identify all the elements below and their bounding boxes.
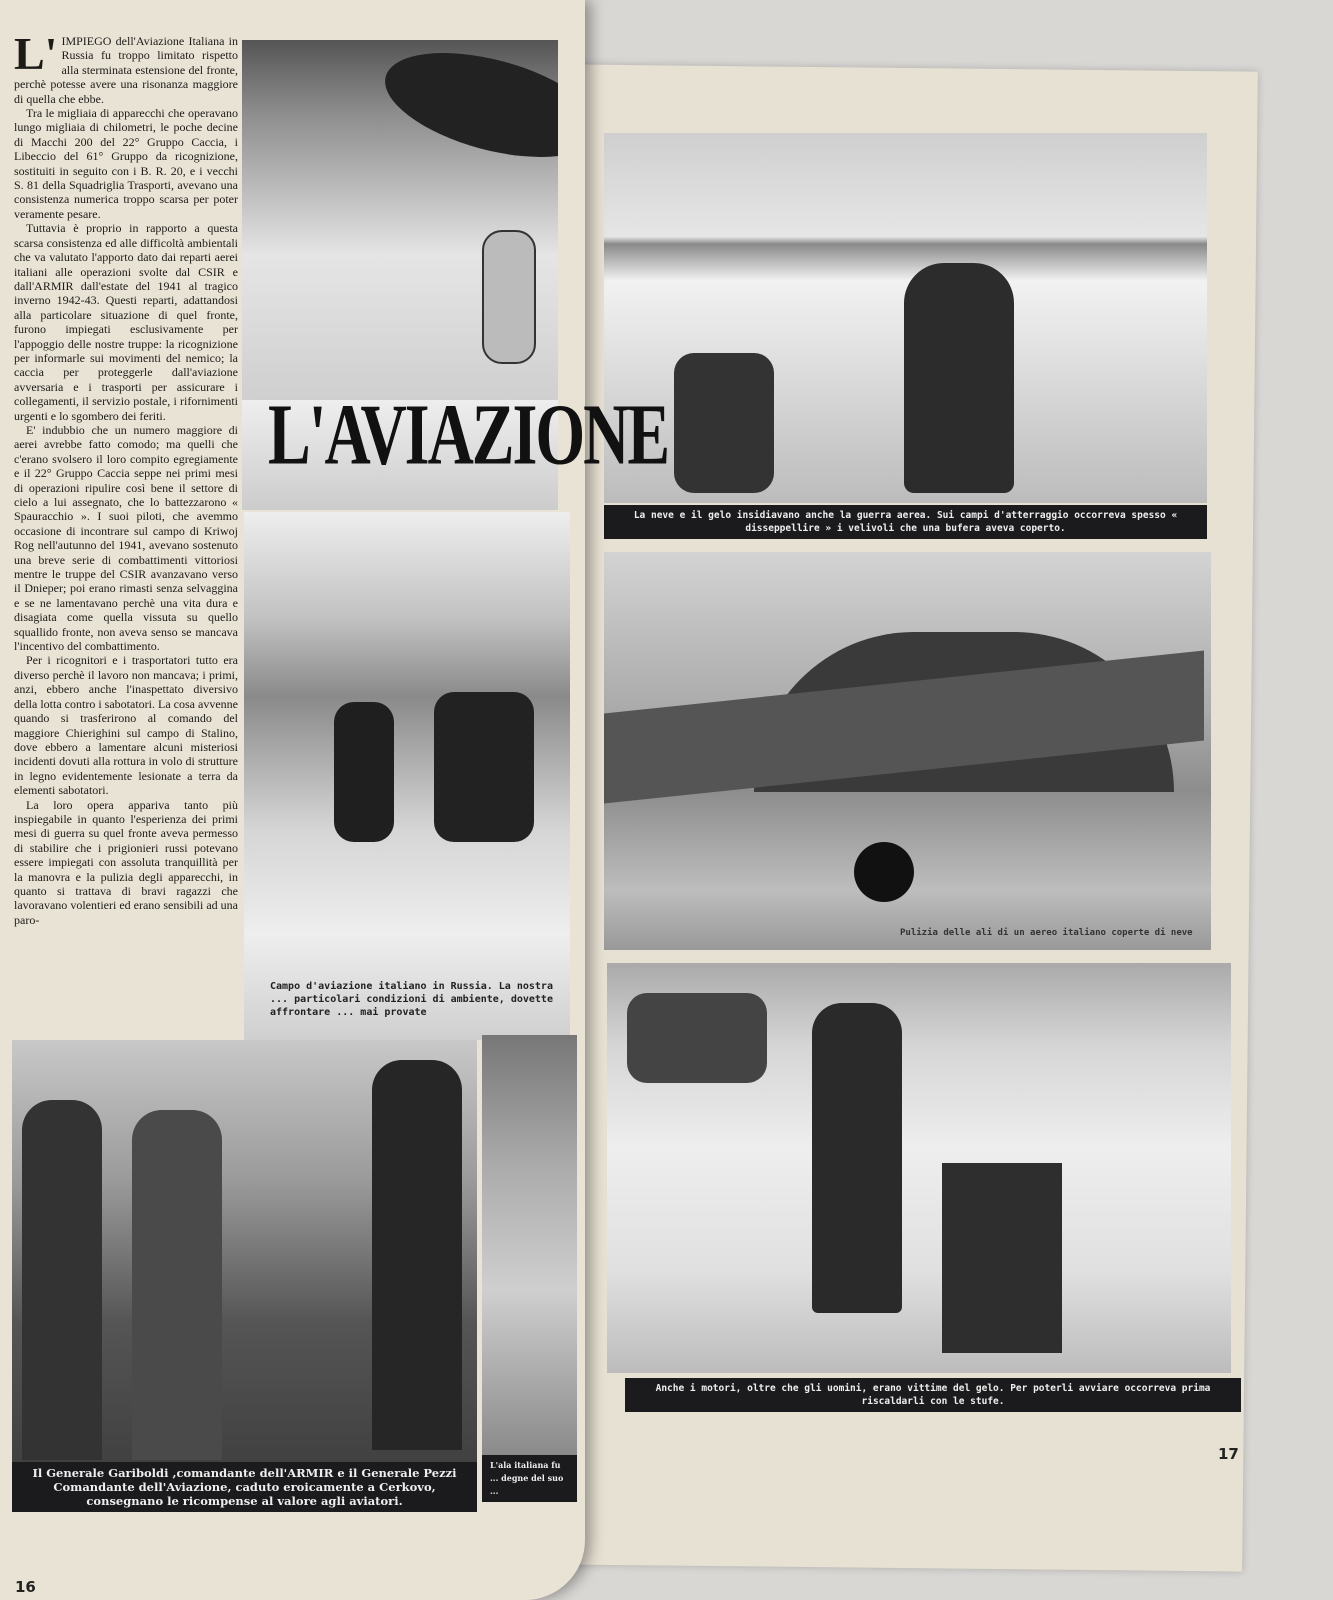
caption-airfield: Campo d'aviazione italiano in Russia. La nostra ... particolari condizioni di ambiente, dovette affrontare ... mai provate [270,981,553,1018]
photo-engine-heating [607,963,1231,1373]
caption-generals: Il Generale Gariboldi ,comandante dell'ARMIR e il Generale Pezzi Comandante dell'Aviazione, caduto eroicamente a Cerkovo, consegnano le ricompense al valore agli aviatori. [12,1462,477,1512]
article-column [14,28,238,927]
paragraph: Per i ricognitori e i trasportatori tutto era diverso perchè il lavoro non mancava; i primi, anzi, ebbero anche l'inaspettato diversivo della lotta contro i sabotatori. La cosa avvenne quando si trasferirono al comando del maggiore Chierighini sul campo di Stalino, dove ebbero a lamentare alcuni misteriosi incidenti dovuti alla rottura in volo di strutture in legno evidentemente lesionate a terra da elementi sabotatori. [14,653,238,798]
photo-soldiers-hangar [244,512,570,1040]
photo-snow-shovelling [604,133,1207,503]
paragraph: Tra le migliaia di apparecchi che operavano lungo migliaia di chilometri, le poche decine di Macchi 200 del 22° Gruppo Caccia, i Libeccio del 61° Gruppo da ricognizione, sostituiti in seguito con i B. R. 20, e i vecchi S. 81 della Squadriglia Trasporti, avevano una consistenza numerica troppo scarsa per poter veramente pesare. [14,106,238,221]
caption-engines: Anche i motori, oltre che gli uomini, erano vittime del gelo. Per poterli avviare occorreva prima riscaldarli con le stufe. [625,1378,1241,1412]
caption-snow: La neve e il gelo insidiavano anche la guerra aerea. Sui campi d'atterraggio occorreva spesso « disseppellire » i velivoli che una bufera aveva coperto. [604,505,1207,539]
page-number-left: 16 [15,1578,36,1596]
page-number-right: 17 [1218,1445,1239,1463]
headline: L'AVIAZIONE [268,386,669,483]
paragraph: Tuttavia è proprio in rapporto a questa scarsa consistenza ed alle difficoltà ambientali che va valutato l'apporto dato dai reparti aerei italiani alle operazioni svolte dal CSIR e dall'ARMIR dall'estate del 1941 al tragico inverno 1942-43. Questi reparti, adattandosi alla particolare situazione di quel fronte, furono impiegati esclusivamente per l'appoggio delle nostre truppe: la ricognizione per informarle sui movimenti del nemico; la caccia per proteggerle dall'aviazione avversaria e i trasporti per assicurare i collegamenti, il servizio postale, i rifornimenti urgenti e lo sgombero dei feriti. [14,221,238,423]
photo-airfield-plane [242,40,558,400]
caption-pilot: L'ala italiana fu ... degne del suo ... [482,1455,577,1502]
photo-pilot [482,1035,577,1460]
caption-wings: Pulizia delle ali di un aereo italiano coperte di neve [900,928,1193,938]
paragraph: L' IMPIEGO dell'Aviazione Italiana in Russia fu troppo limitato rispetto alla sterminata estensione del fronte, perchè potesse avere una risonanza maggiore di quella che ebbe. [14,28,238,106]
paragraph: La loro opera appariva tanto più inspiegabile in quanto l'esperienza dei primi mesi di guerra su quel fronte aveva permesso di stabilire che i prigionieri russi potevano essere impiegati con assoluta tranquillità per la manovra e la pulizia degli apparecchi, in quanto si trattava di bravi ragazzi che lavoravano volentieri ed erano sensibili ad una paro- [14,797,238,927]
drop-cap: L' [14,28,58,79]
photo-hangar-plane [604,552,1211,950]
paragraph: E' indubbio che un numero maggiore di aerei avrebbe fatto comodo; ma quelli che c'erano svolsero il loro compito egregiamente e il 22° Gruppo Caccia seppe nei primi mesi di operazioni ripulire così bene il settore di cielo a lui assegnato, che lo battezzarono « Spauracchio ». I suoi piloti, che avemmo occasione di incontrare sul campo di Kriwoj Rog nell'autunno del 1941, avevano sostenuto una breve serie di combattimenti vittoriosi mentre le truppe del CSIR avanzavano verso il Dnieper; poi erano rimasti senza selvaggina e se ne lamentavano perchè una vita dura e disagiata come quella vissuta su quello squallido fronte, non aveva senso se mancava l'incentivo del combattimento. [14,422,238,654]
photo-generals [12,1040,477,1510]
